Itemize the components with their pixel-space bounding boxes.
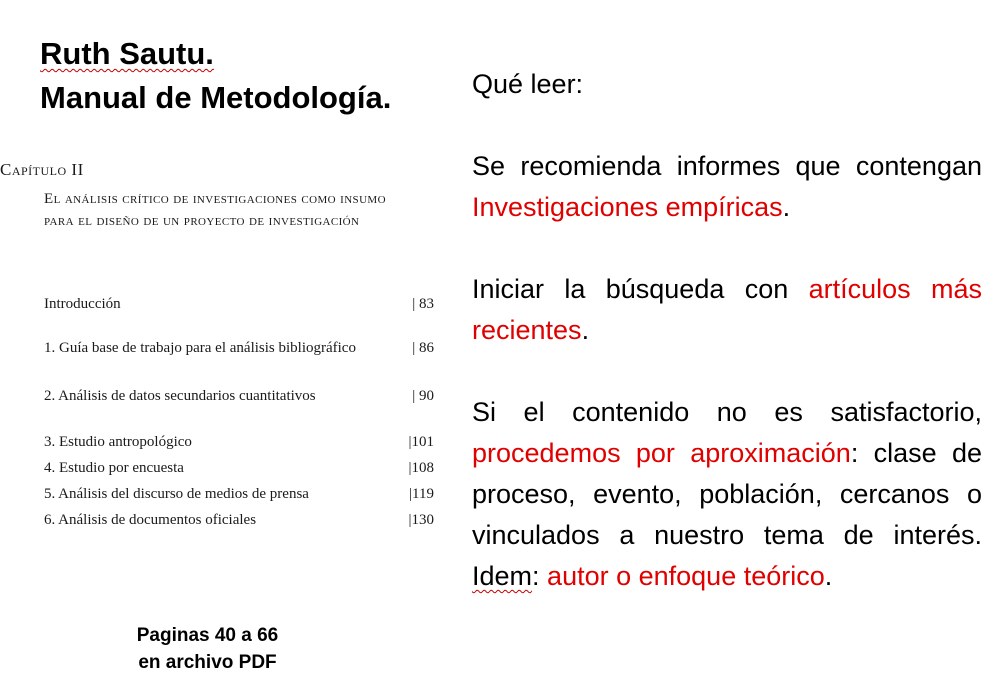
toc-row [44, 458, 434, 479]
toc-row [44, 484, 434, 505]
guidance-text: . [824, 561, 833, 591]
reading-guidance [472, 64, 982, 597]
toc-row [44, 338, 434, 359]
toc-page: |108 [408, 460, 434, 476]
chapter-heading: Capítulo II [0, 160, 84, 179]
guidance-text: . [581, 315, 590, 345]
guidance-paragraph-3 [472, 392, 982, 597]
chapter-subtitle: El análisis crítico de investigaciones como insumo para el diseño de un proyecto de investigación [44, 191, 386, 229]
toc-page: |119 [409, 486, 434, 502]
guidance-text: Si el contenido no es satisfactorio, [472, 397, 982, 427]
title-author-name: Ruth Sautu. [40, 36, 214, 71]
toc-label: 2. Análisis de datos secundarios cuantitativos [44, 388, 316, 404]
toc-row [44, 510, 434, 531]
toc-label: 4. Estudio por encuesta [44, 460, 184, 476]
guidance-text: Iniciar la búsqueda con [472, 274, 809, 304]
toc-row [44, 386, 434, 407]
toc-page: | 86 [412, 340, 434, 356]
guidance-text: Se recomienda informes que contengan [472, 151, 982, 181]
guidance-emphasis: autor o enfoque teórico [547, 561, 825, 591]
book-index-image [0, 160, 440, 540]
guidance-text: . [782, 192, 791, 222]
toc-page: |101 [408, 434, 434, 450]
guidance-paragraph-2 [472, 269, 982, 351]
toc-label: Introducción [44, 296, 121, 312]
toc-page: |130 [408, 512, 434, 528]
toc-row [44, 294, 434, 315]
toc-page: | 83 [412, 296, 434, 312]
slide-title [40, 32, 391, 120]
toc-row [44, 432, 434, 453]
guidance-idem: Idem [472, 561, 533, 591]
guidance-text: : clase de proceso, evento, población, cercanos o vinculados a nuestro tema de interés. [472, 438, 982, 550]
toc-label: 1. Guía base de trabajo para el análisis bibliográfico [44, 340, 356, 356]
title-line-book: Manual de Metodología. [40, 80, 392, 115]
toc-label: 3. Estudio antropológico [44, 434, 192, 450]
guidance-paragraph-1 [472, 146, 982, 228]
guidance-emphasis: artículos más recientes [472, 274, 982, 345]
title-line-author [40, 32, 391, 76]
toc-page: | 90 [412, 388, 434, 404]
guidance-emphasis: procedemos por aproximación [472, 438, 851, 468]
toc-label: 6. Análisis de documentos oficiales [44, 512, 257, 528]
guidance-emphasis: Investigaciones empíricas [472, 192, 783, 222]
guidance-heading: Qué leer: [472, 69, 584, 99]
guidance-text: : [532, 561, 548, 591]
pages-note-line: Paginas 40 a 66 [136, 625, 279, 646]
pages-note-line: en archivo PDF [138, 652, 277, 673]
pages-note [100, 622, 315, 676]
toc-label: 5. Análisis del discurso de medios de prensa [44, 486, 309, 502]
